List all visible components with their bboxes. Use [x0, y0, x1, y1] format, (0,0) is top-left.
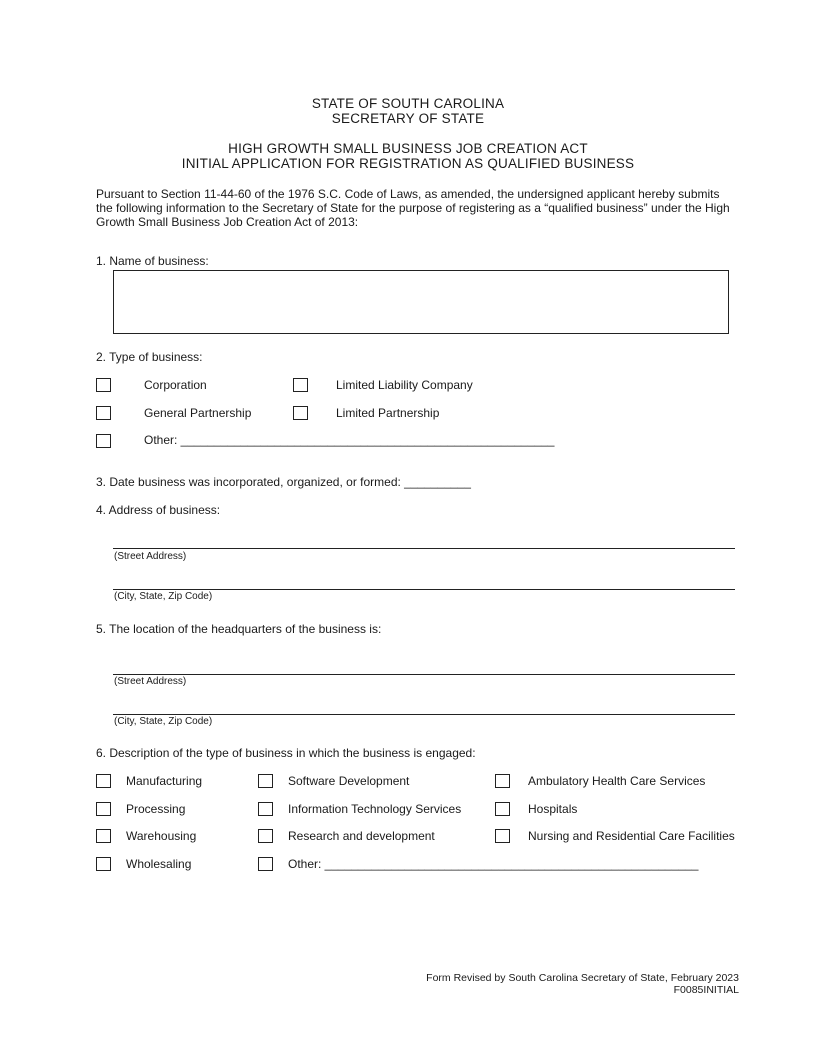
business-city-caption: (City, State, Zip Code) — [114, 591, 213, 602]
nursing-care-checkbox[interactable] — [495, 829, 510, 843]
limited-partnership-checkbox[interactable] — [293, 406, 308, 420]
business-description-label: 6. Description of the type of business in which the business is engaged: — [96, 746, 476, 760]
other-type-checkbox[interactable] — [96, 434, 111, 448]
headquarters-city-caption: (City, State, Zip Code) — [114, 716, 213, 727]
nursing-care-label: Nursing and Residential Care Facilities — [528, 829, 735, 843]
it-services-checkbox[interactable] — [258, 802, 273, 816]
warehousing-checkbox[interactable] — [96, 829, 111, 843]
software-development-checkbox[interactable] — [258, 774, 273, 788]
it-services-label: Information Technology Services — [288, 802, 462, 816]
corporation-label: Corporation — [144, 378, 207, 392]
intro-line-2: the following information to the Secretary of State for the purpose of registering as a “qualified business” under the High — [96, 201, 730, 215]
corporation-checkbox[interactable] — [96, 378, 111, 392]
llc-label: Limited Liability Company — [336, 378, 473, 392]
research-development-label: Research and development — [288, 829, 435, 843]
manufacturing-label: Manufacturing — [126, 774, 203, 788]
business-address-label: 4. Address of business: — [96, 503, 221, 517]
headquarters-street-line[interactable] — [113, 674, 735, 675]
general-partnership-label: General Partnership — [144, 406, 252, 420]
business-type-label: 2. Type of business: — [96, 350, 203, 364]
other-industry-field[interactable]: Other: ________________________________________________________ — [288, 857, 699, 871]
ambulatory-health-label: Ambulatory Health Care Services — [528, 774, 706, 788]
other-industry-checkbox[interactable] — [258, 857, 273, 871]
wholesaling-checkbox[interactable] — [96, 857, 111, 871]
business-name-field[interactable] — [113, 270, 729, 334]
business-city-line[interactable] — [113, 589, 735, 590]
business-street-caption: (Street Address) — [114, 551, 187, 562]
intro-line-1: Pursuant to Section 11-44-60 of the 1976 S.C. Code of Laws, as amended, the undersigned applicant hereby submits — [96, 187, 720, 201]
header-state: STATE OF SOUTH CAROLINA — [311, 96, 505, 111]
general-partnership-checkbox[interactable] — [96, 406, 111, 420]
form-revision-note: Form Revised by South Carolina Secretary of State, February 2023 — [426, 972, 739, 984]
headquarters-label: 5. The location of the headquarters of the business is: — [96, 622, 382, 636]
form-code: F0085INITIAL — [673, 984, 739, 996]
limited-partnership-label: Limited Partnership — [336, 406, 440, 420]
processing-label: Processing — [126, 802, 186, 816]
intro-line-3: Growth Small Business Job Creation Act of 2013: — [96, 215, 359, 229]
wholesaling-label: Wholesaling — [126, 857, 192, 871]
formation-date-field[interactable]: 3. Date business was incorporated, organized, or formed: __________ — [96, 475, 471, 489]
headquarters-street-caption: (Street Address) — [114, 676, 187, 687]
warehousing-label: Warehousing — [126, 829, 197, 843]
research-development-checkbox[interactable] — [258, 829, 273, 843]
processing-checkbox[interactable] — [96, 802, 111, 816]
llc-checkbox[interactable] — [293, 378, 308, 392]
ambulatory-health-checkbox[interactable] — [495, 774, 510, 788]
manufacturing-checkbox[interactable] — [96, 774, 111, 788]
business-street-line[interactable] — [113, 548, 735, 549]
hospitals-label: Hospitals — [528, 802, 578, 816]
header-application-title: INITIAL APPLICATION FOR REGISTRATION AS QUALIFIED BUSINESS — [181, 156, 635, 171]
headquarters-city-line[interactable] — [113, 714, 735, 715]
other-type-field[interactable]: Other: ________________________________________________________ — [144, 433, 555, 447]
header-secretary: SECRETARY OF STATE — [331, 111, 485, 126]
hospitals-checkbox[interactable] — [495, 802, 510, 816]
header-act-title: HIGH GROWTH SMALL BUSINESS JOB CREATION ACT — [228, 141, 588, 156]
business-name-label: 1. Name of business: — [96, 254, 209, 268]
software-development-label: Software Development — [288, 774, 410, 788]
